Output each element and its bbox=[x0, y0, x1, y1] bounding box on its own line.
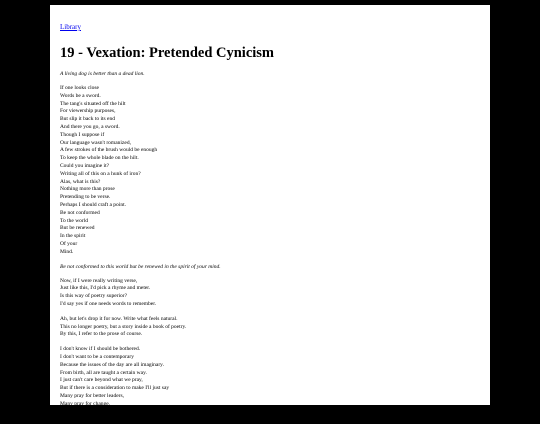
poem-line: Pretending to be verse. bbox=[60, 194, 111, 201]
poem-line: For viewership purposes, bbox=[60, 108, 116, 115]
poem-line: If one looks close bbox=[60, 85, 99, 91]
poem-line: Words be a sword. bbox=[60, 92, 101, 99]
document-page bbox=[50, 5, 490, 423]
poem-line: Ah, but let's drop it for now. Write what feels natural. bbox=[60, 315, 178, 322]
poem-line: Many pray for change, bbox=[60, 400, 111, 407]
poem-line: The tang's situated off the hilt bbox=[60, 100, 126, 107]
poem-line: Our language wasn't romanized, bbox=[60, 139, 131, 146]
epigraph: A living dog is better than a dead lion. bbox=[60, 71, 145, 77]
poem-line: And there you go, a sword. bbox=[60, 123, 120, 130]
poem-line: Because the issues of the day are all imaginary. bbox=[60, 361, 164, 368]
poem-line: Many pray for better leaders, bbox=[60, 392, 124, 399]
poem-line: Of your bbox=[60, 240, 78, 247]
poem-line: Could you imagine it? bbox=[60, 162, 110, 169]
poem-line: In the spirit bbox=[60, 233, 86, 240]
poem-line: But slip it back to its end bbox=[60, 116, 115, 123]
poem-line: To the world bbox=[60, 217, 89, 224]
stanza-3 bbox=[60, 316, 480, 339]
poem-line: I don't know if I should be bothered. bbox=[60, 346, 141, 353]
poem-line: Writing all of this on a hunk of iron? bbox=[60, 170, 141, 177]
poem-line: Be not conformed bbox=[60, 209, 100, 216]
scripture-note: Be not conformed to this world but be renewed in the spirit of your mind. bbox=[60, 263, 221, 270]
poem-line: Though I suppose if bbox=[60, 131, 105, 138]
stanza-4 bbox=[60, 346, 480, 424]
poem-line: Mind. bbox=[60, 248, 74, 255]
poem-line: To be the one to change? bbox=[60, 416, 115, 423]
poem-line: I'd say yes if one needs words to remember. bbox=[60, 300, 157, 307]
poem-line: A few strokes of the brush would be enough bbox=[60, 147, 158, 154]
poem-line: But be renewed bbox=[60, 225, 95, 232]
poem-line: Perhaps I should craft a point. bbox=[60, 201, 126, 208]
poem-line: But who's the who prays bbox=[60, 408, 115, 415]
poem-line: Nothing more than prose bbox=[60, 186, 115, 193]
poem-line: From birth, all are taught a certain way. bbox=[60, 369, 147, 376]
stanza-1 bbox=[60, 85, 480, 257]
poem-line: But if there is a consideration to make I'll just say bbox=[60, 385, 170, 392]
stanza-2 bbox=[60, 278, 480, 309]
library-link[interactable]: Library bbox=[60, 23, 81, 31]
poem-line: This no longer poetry, but a story inside a book of poetry. bbox=[60, 323, 187, 330]
page-title: 19 - Vexation: Pretended Cynicism bbox=[60, 45, 275, 61]
poem-line: To keep the whole blade on the hilt. bbox=[60, 155, 139, 162]
poem-line: I don't want to be a contemporary bbox=[60, 353, 134, 360]
poem-line: Alas, what is this? bbox=[60, 178, 101, 185]
poem-line: By this, I refer to the prose of course. bbox=[60, 331, 143, 338]
poem-line: Now, if I were really writing verse, bbox=[60, 277, 138, 284]
poem-line: Is this way of poetry superior? bbox=[60, 293, 128, 300]
poem-line: Just like this, I'd pick a rhyme and meter. bbox=[60, 285, 151, 292]
poem-line: I just can't care beyond what we pray, bbox=[60, 377, 143, 384]
